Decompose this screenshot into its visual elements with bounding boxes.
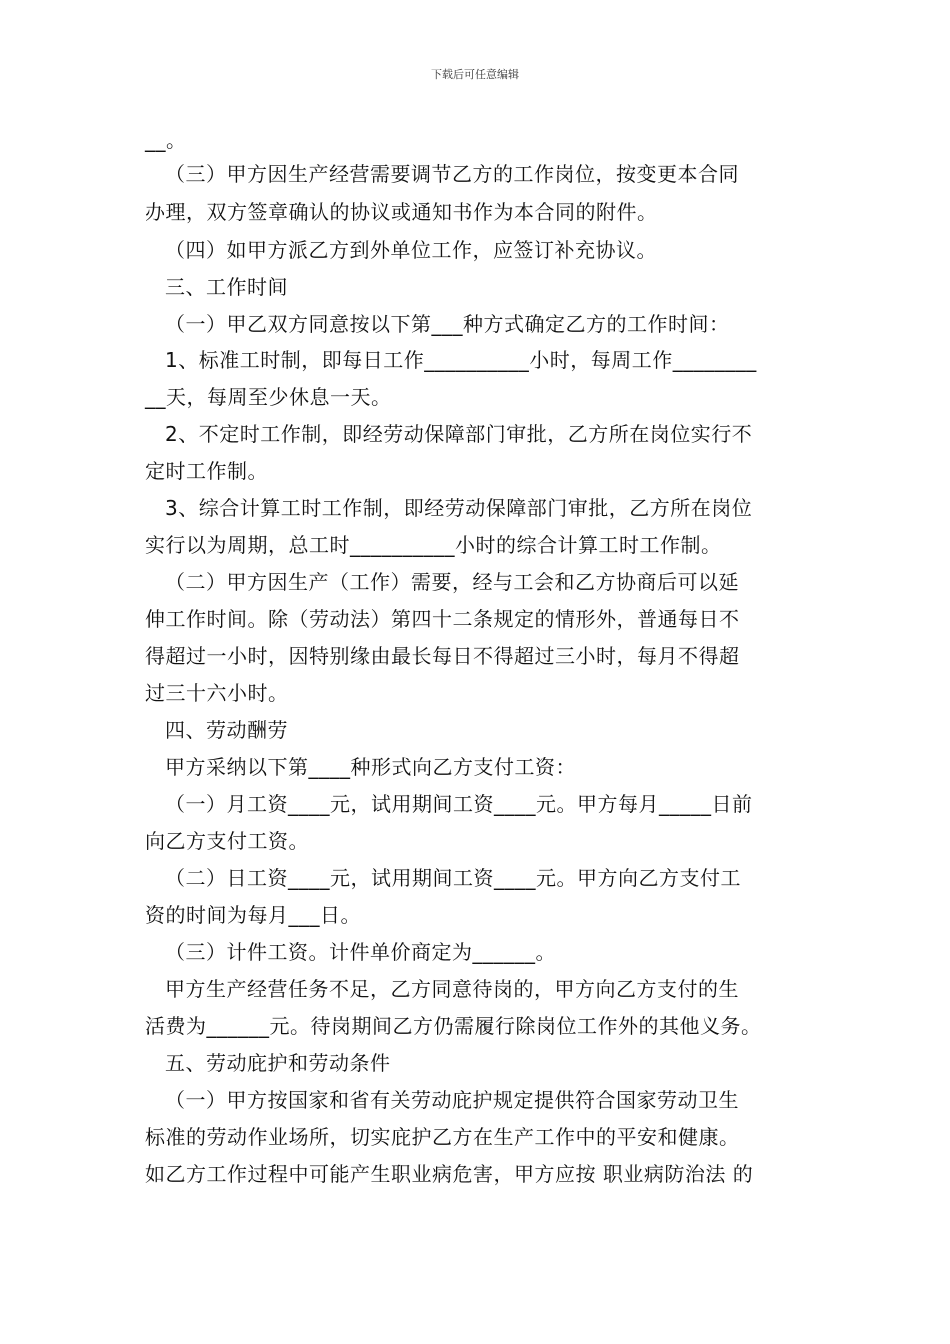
text-line: 如乙方工作过程中可能产生职业病危害，甲方应按 职业病防治法 的 — [145, 1162, 754, 1186]
text-line: 定时工作制。 — [145, 459, 268, 483]
text-line: （三）甲方因生产经营需要调节乙方的工作岗位，按变更本合同 — [165, 162, 739, 186]
text-line: 伸工作时间。除（劳动法）第四十二条规定的情形外，普通每日不 — [145, 607, 740, 631]
text-line: 向乙方支付工资。 — [145, 829, 309, 853]
text-line: 标准的劳动作业场所，切实庇护乙方在生产工作中的平安和健康。 — [145, 1125, 740, 1149]
text-line: 过三十六小时。 — [145, 681, 289, 705]
text-line: （一）月工资____元，试用期间工资____元。甲方每月_____日前 — [165, 792, 753, 816]
text-line: 得超过一小时，因特别缘由最长每日不得超过三小时，每月不得超 — [145, 644, 740, 668]
text-line: （一）甲乙双方同意按以下第___种方式确定乙方的工作时间： — [165, 312, 730, 336]
text-line: 实行以为周期，总工时__________小时的综合计算工时工作制。 — [145, 533, 722, 557]
text-line: （二）日工资____元，试用期间工资____元。甲方向乙方支付工 — [165, 866, 741, 890]
section-heading: 五、劳动庇护和劳动条件 — [165, 1051, 391, 1075]
text-line: 2、不定时工作制，即经劳动保障部门审批，乙方所在岗位实行不 — [165, 422, 753, 446]
text-line: （一）甲方按国家和省有关劳动庇护规定提供符合国家劳动卫生 — [165, 1088, 739, 1112]
text-line: 活费为______元。待岗期间乙方仍需履行除岗位工作外的其他义务。 — [145, 1014, 762, 1038]
text-line: （二）甲方因生产（工作）需要，经与工会和乙方协商后可以延 — [165, 570, 739, 594]
text-line: 甲方采纳以下第____种形式向乙方支付工资： — [165, 755, 576, 779]
section-heading: 三、工作时间 — [165, 275, 288, 299]
text-line: __。 — [145, 128, 187, 152]
section-heading: 四、劳动酬劳 — [165, 718, 288, 742]
text-line: 资的时间为每月___日。 — [145, 903, 361, 927]
text-line: 3、综合计算工时工作制，即经劳动保障部门审批，乙方所在岗位 — [165, 496, 753, 520]
text-line: 甲方生产经营任务不足，乙方同意待岗的，甲方向乙方支付的生 — [165, 977, 739, 1001]
text-line: 1、标准工时制，即每日工作__________小时，每周工作________ — [165, 348, 757, 372]
text-line: __天，每周至少休息一天。 — [145, 385, 392, 409]
text-line: （四）如甲方派乙方到外单位工作，应签订补充协议。 — [165, 238, 657, 262]
text-line: （三）计件工资。计件单价商定为______。 — [165, 940, 556, 964]
page-header: 下载后可任意编辑 — [431, 68, 519, 81]
text-line: 办理，双方签章确认的协议或通知书作为本合同的附件。 — [145, 200, 658, 224]
